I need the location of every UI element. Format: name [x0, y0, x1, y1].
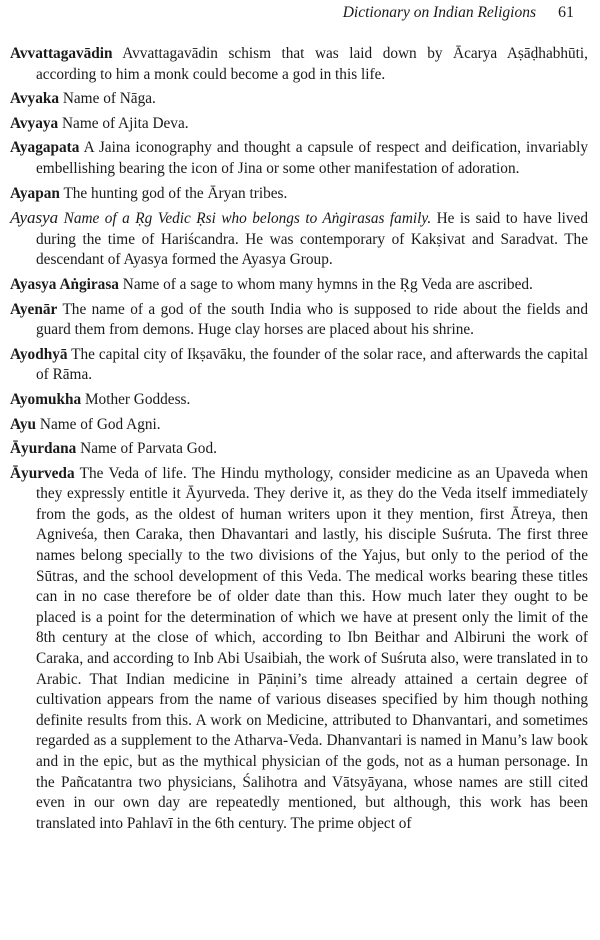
entry-ayasya-angirasa	[10, 275, 588, 296]
entry-definition: Name of Nāga.	[62, 90, 156, 108]
entry-ayasya	[10, 208, 588, 271]
entry-avyaka	[10, 89, 588, 110]
entry-definition: He is said to have lived during the time of Hariścandra. He was contemporary of Kakṣivat and Saradvat. The descendant of Ayasya formed the Ayasya Group.	[36, 210, 588, 269]
entry-term: Ayapan	[10, 184, 60, 202]
entry-definition: The capital city of Ikṣavāku, the founder of the solar race, and afterwards the capital of Rāma.	[36, 345, 588, 384]
entry-term: Avyaya	[10, 114, 59, 132]
entry-term: Āyurdana	[10, 440, 77, 458]
entry-avvattagavadin	[10, 44, 588, 85]
entry-definition: Name of a sage to whom many hymns in the Ṛg Veda are ascribed.	[122, 275, 533, 293]
entry-ayodhya	[10, 345, 588, 386]
entry-definition: The Veda of life. The Hindu mythology, consider medicine as an Upaveda when they expressly entitle it Āyurveda. They derive it, as they do the Veda itself immediately from the gods, as the oldest of human writers upon it they mention, first Ātreya, then Agniveśa, then Caraka, then Dhavantari and lastly, his disciple Suśruta. The first three names belong specially to the two divisions of the Yajus, but only to the period of the Sūtras, and the school development of this Veda. The medical works bearing these titles can in no case therefore be of older date than this. How much later they ought to be placed is a point for the determination of which we have at present only the limit of the 8th century at the close of which, according to Ibn Beithar and Albiruni the work of Caraka, and according to Inb Abi Usaibiah, the work of Suśruta also, were translated in to Arabic. That Indian medicine in Pāṇini’s time already attained a certain degree of cultivation appears from the name of various diseases specified by him though nothing definite results from this. A work on Medicine, attributed to Dhanvantari, and sometimes regarded as a supplement to the Atharva-Veda. Dhanvantari is named in Manu’s law book and in the epic, but as the mythical physician of the gods, not as a human personage. In the Pañcatantra two physicians, Śalihotra and Vātsyāyana, whose names are still cited even in our own day are repeatedly mentioned, but although, this work has been translated into Pahlavī in the 6th century. The prime object of	[36, 464, 588, 832]
entry-term: Ayasya	[10, 208, 59, 228]
entry-definition: Mother Goddess.	[84, 390, 191, 408]
entry-list	[10, 44, 588, 834]
entry-definition: Name of God Agni.	[39, 415, 161, 433]
entry-term: Āyurveda	[10, 464, 75, 482]
entry-term: Avyaka	[10, 90, 60, 108]
entry-ayagapata	[10, 138, 588, 179]
entry-term: Ayodhyā	[10, 345, 68, 363]
page-number: 61	[558, 4, 574, 21]
entry-term: Ayasya Aṅgirasa	[10, 275, 119, 293]
entry-term: Ayomukha	[10, 390, 82, 408]
entry-term: Ayu	[10, 415, 37, 433]
entry-ayomukha	[10, 390, 588, 411]
running-head-title: Dictionary on Indian Religions	[342, 4, 536, 21]
entry-definition-italic: Name of a Ṛg Vedic Ṛsi who belongs to Aṅgirasas family.	[63, 210, 432, 228]
entry-definition: The hunting god of the Āryan tribes.	[63, 184, 288, 202]
entry-term: Avvattagavādin	[10, 45, 113, 62]
entry-ayurveda	[10, 464, 588, 835]
entry-term: Ayagapata	[10, 139, 80, 157]
entry-definition: Name of Ajita Deva.	[61, 114, 189, 132]
entry-avyaya	[10, 114, 588, 135]
entry-ayapan	[10, 184, 588, 205]
entry-ayenar	[10, 300, 588, 341]
entry-definition: Avvattagavādin schism that was laid down by Ācarya Aṣāḍhabhūti, according to him a monk could become a god in this life.	[36, 45, 589, 83]
entry-term: Ayenār	[10, 300, 58, 318]
running-head	[10, 4, 588, 38]
entry-ayurdana	[10, 439, 588, 460]
entry-ayu	[10, 415, 588, 436]
entry-definition: The name of a god of the south India who is supposed to ride about the fields and guard them from demons. Huge clay horses are placed about his shrine.	[36, 300, 588, 339]
entry-definition: A Jaina iconography and thought a capsule of respect and deification, invariably embellishing bearing the icon of Jina or some other manifestation of adoration.	[36, 139, 588, 177]
entry-definition: Name of Parvata God.	[80, 440, 217, 458]
